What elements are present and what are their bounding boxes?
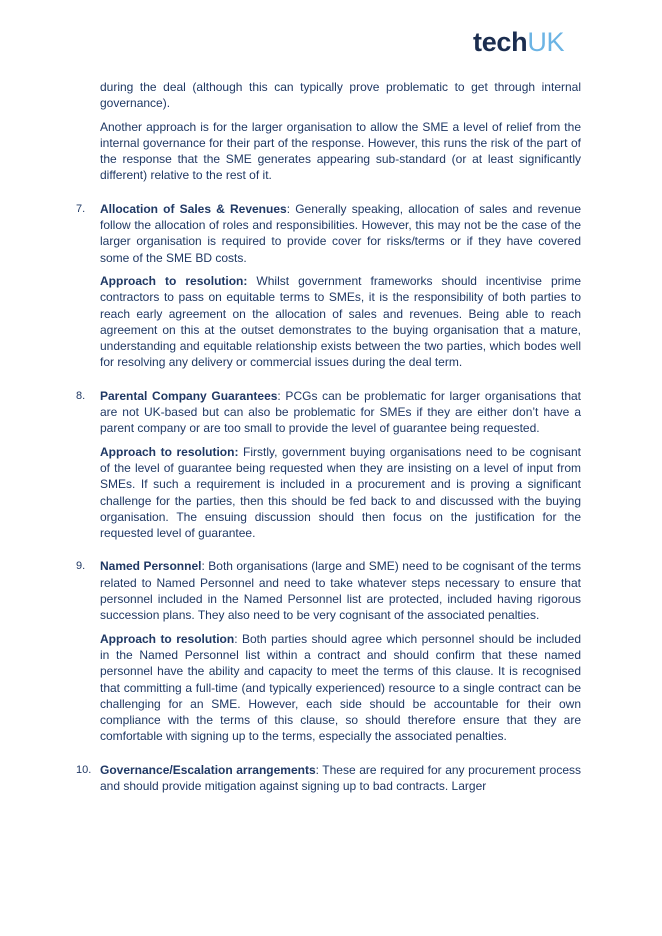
item-number: 10. (76, 763, 92, 776)
item-body: : Both organisations (large and SME) need to be cognisant of the terms related to Named Personnel and need to take whatever steps necessary to ensure that personnel included in the Named Personnel list are protected, included having rigorous succession plans. They also need to be very cognisant of the associated penalties. (100, 559, 581, 623)
logo-text-uk: UK (527, 27, 565, 57)
resolution-label: Approach to resolution (100, 631, 235, 646)
item-number: 7. (76, 202, 86, 215)
item-body: : Generally speaking, allocation of sales and revenue follow the allocation of roles and responsibilities. However, this may not be the case of the larger organisation is required to provide cover for risks/terms or if they have covered some of the SME BD costs. (100, 201, 581, 265)
resolution-text: Whilst government frameworks should incentivise prime contractors to pass on equitable terms to SMEs, it is the responsibility of both parties to reach early agreement on the allocation of sales and revenues. Being able to reach agreement on this at the outset demonstrates to the buying organisation that a mature, understanding and equitable relationship exists between the two parties, which bodes well for resolving any delivery or commercial issues during the deal term. (100, 273, 581, 370)
logo-text-tech: tech (473, 27, 528, 57)
resolution-paragraph (100, 444, 581, 542)
item-paragraph (100, 558, 581, 623)
item-title: Named Personnel (100, 559, 202, 574)
resolution-label: Approach to resolution: (100, 444, 239, 459)
item-number: 9. (76, 560, 86, 573)
item-paragraph (100, 762, 581, 795)
list-item-7 (76, 201, 581, 371)
item-title: Allocation of Sales & Revenues (100, 201, 287, 216)
list-item-10 (76, 762, 582, 795)
resolution-paragraph (100, 273, 581, 371)
item-body: : These are required for any procurement process and should provide mitigation against signing up to bad contracts. Larger (100, 762, 582, 793)
item-title: Parental Company Guarantees (100, 388, 278, 403)
resolution-paragraph (100, 631, 581, 745)
list-item-9 (76, 558, 582, 744)
item-title: Governance/Escalation arrangements (100, 762, 316, 777)
document-body (76, 79, 582, 794)
intro-paragraph-2: Another approach is for the larger organisation to allow the SME a level of relief from the internal governance for their part of the response. However, this runs the risk of the part of the response that the SME generates appearing sub-standard (or at least significantly different) relative to the rest of it. (100, 119, 581, 183)
techuk-logo (473, 26, 564, 58)
resolution-label: Approach to resolution: (100, 273, 248, 288)
list-item-8 (76, 388, 581, 542)
resolution-text: Firstly, government buying organisations need to be cognisant of the level of guarantee being requested when they are insisting on a level of input from SMEs. If such a requirement is included in a procurement and is proving a significant challenge for the parties, then this should be fed back to and discussed with the buying organisation. The ensuing discussion should then focus on the justification for the requested level of guarantee. (100, 444, 581, 541)
intro-paragraph-1: during the deal (although this can typically prove problematic to get through internal governance). (100, 80, 581, 111)
item-body: : PCGs can be problematic for larger organisations that are not UK-based but can also be problematic for SMEs if they are either don’t have a parent company or are too small to provide the level of guarantee being requested. (100, 388, 581, 436)
resolution-text: : Both parties should agree which personnel should be included in the Named Personnel list within a contract and should confirm that these named personnel have the ability and capacity to meet the terms of this clause. It is recognised that committing a full-time (and typically experienced) resource to a single contract can be challenging for an SME. However, each side should be accountable for their own compliance with the terms of this clause, so should therefore ensure that they are comfortable with signing up to the terms, especially the associated penalties. (100, 631, 582, 744)
item-paragraph (100, 388, 581, 437)
item-number: 8. (76, 389, 86, 402)
item-paragraph (100, 201, 581, 266)
